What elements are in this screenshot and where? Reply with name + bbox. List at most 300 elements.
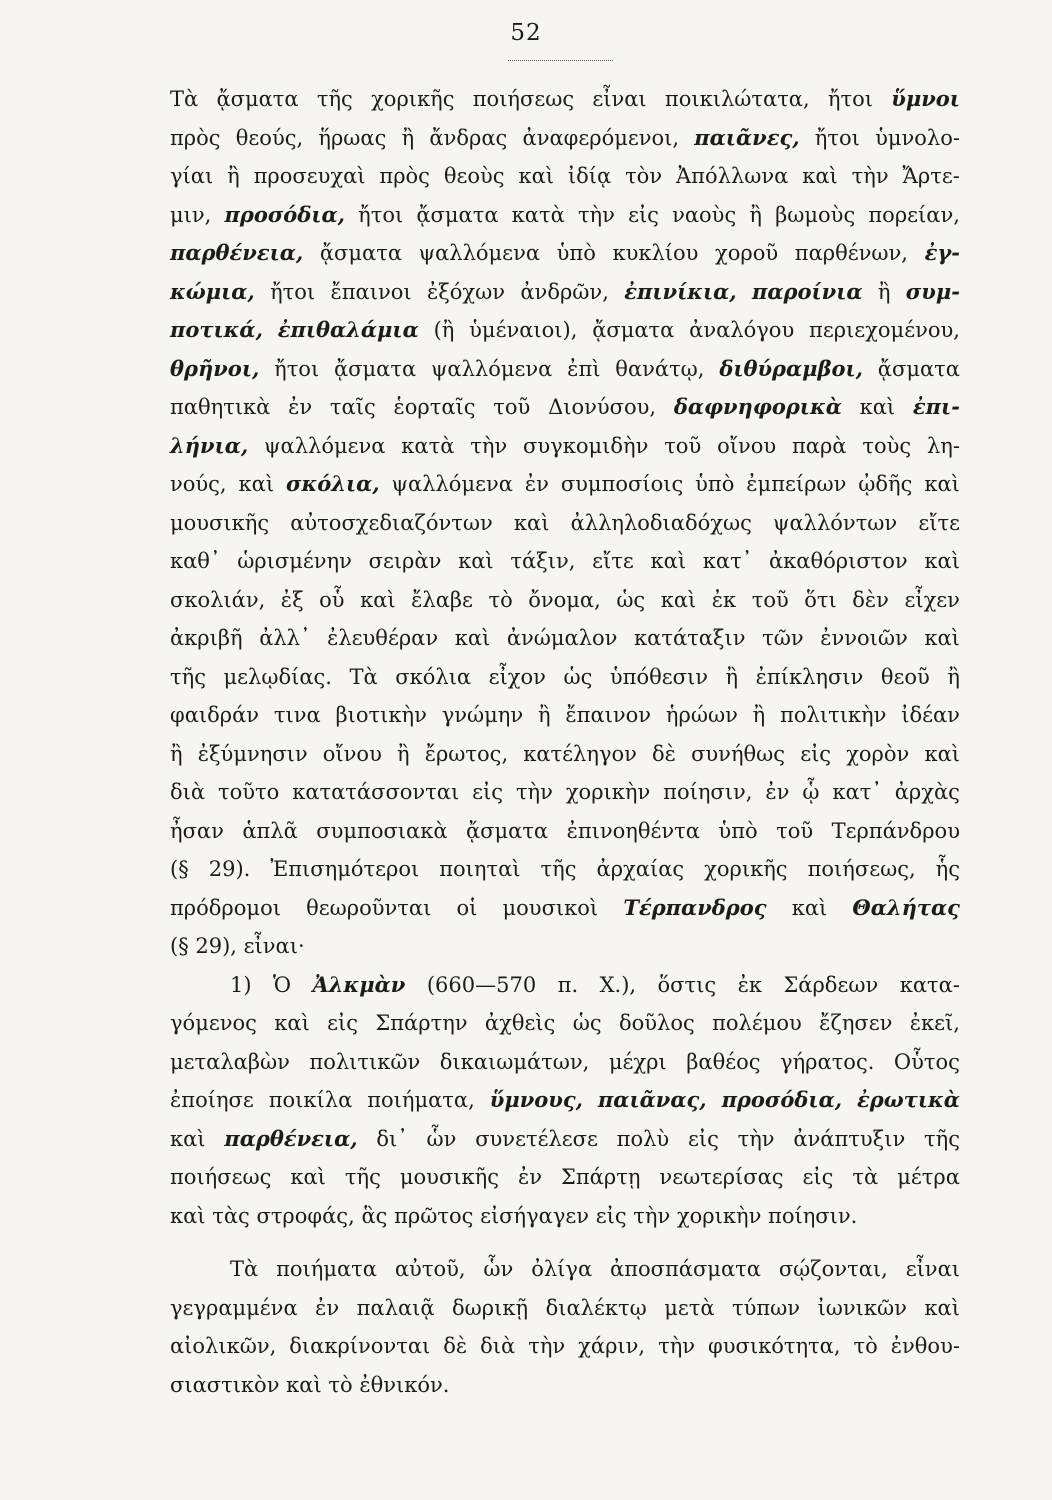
word: ἀκριβῆ bbox=[170, 626, 243, 650]
word: λη- bbox=[926, 433, 960, 458]
word: χορικῆς bbox=[704, 857, 788, 881]
word: ἐκεῖ, bbox=[909, 1011, 960, 1035]
word: Ἄρτε- bbox=[902, 164, 960, 188]
word: ἤτοι bbox=[814, 125, 860, 150]
word: καὶ bbox=[274, 1011, 310, 1035]
word: μουσικῆς bbox=[399, 1165, 499, 1189]
word: ψαλλόμενα bbox=[430, 356, 553, 381]
emphasized-word: ὕμνους, bbox=[489, 1087, 583, 1112]
word: (§ bbox=[170, 934, 189, 958]
word: τὸν bbox=[625, 164, 663, 188]
word: ἢ bbox=[396, 741, 410, 766]
text-line bbox=[170, 889, 960, 928]
word: τοῦ bbox=[493, 395, 531, 419]
word: κυκλίου bbox=[612, 241, 699, 265]
word: (660—570 bbox=[426, 972, 537, 997]
word: ὅστις bbox=[657, 972, 717, 997]
word: τὸ bbox=[488, 587, 513, 612]
emphasized-word: παροίνια bbox=[751, 278, 863, 304]
word: ποιήματα, bbox=[367, 1088, 475, 1112]
word: οἱ bbox=[456, 895, 478, 920]
word: φυσικότητα, bbox=[708, 1334, 841, 1358]
word: ᾄσματα bbox=[465, 818, 549, 843]
word: καὶ bbox=[290, 1165, 326, 1189]
word: θεοῦ bbox=[880, 664, 930, 689]
word: θεοὺς bbox=[443, 164, 505, 188]
word: ἐπινοηθέντα bbox=[566, 818, 700, 843]
word: τὴν bbox=[658, 1334, 696, 1358]
word: εἶναι· bbox=[243, 934, 305, 958]
text-line bbox=[170, 465, 960, 504]
word: ἐξύμνησιν bbox=[197, 741, 308, 766]
emphasized-word: ποτικά, bbox=[170, 317, 263, 342]
word: ποιήσεως, bbox=[807, 857, 916, 881]
text-line bbox=[170, 157, 960, 196]
word: τὴν bbox=[470, 433, 508, 458]
word: οἴνου bbox=[322, 741, 382, 766]
word: τὸ bbox=[853, 1334, 878, 1358]
word: ὡς bbox=[563, 664, 593, 689]
word: νούς, bbox=[170, 472, 227, 496]
word: ὑπὸ bbox=[718, 818, 758, 843]
word: τὸ bbox=[328, 1372, 353, 1397]
word: ὧν bbox=[426, 1126, 457, 1151]
text-line bbox=[170, 773, 960, 812]
word: καὶ bbox=[791, 895, 828, 920]
word: παθητικὰ bbox=[170, 395, 271, 419]
word: ποιήσεως bbox=[170, 1165, 272, 1189]
text-line bbox=[170, 658, 960, 697]
word: ποιηταὶ bbox=[439, 857, 521, 881]
text-line bbox=[170, 196, 960, 235]
word: 1) bbox=[230, 972, 252, 997]
word: τῆς bbox=[344, 1165, 381, 1189]
word: Διονύσου, bbox=[548, 395, 657, 419]
word: ᾠδῆς bbox=[858, 472, 913, 496]
word: Σάρδεων bbox=[783, 972, 879, 997]
word: κατὰ bbox=[511, 202, 565, 227]
word: ᾧ bbox=[802, 780, 820, 804]
word: (ἢ bbox=[433, 318, 455, 342]
emphasized-word: κώμια, bbox=[170, 278, 255, 304]
word: καὶ bbox=[924, 626, 960, 650]
text-line bbox=[170, 311, 960, 350]
word: συμποσιακὰ bbox=[316, 818, 448, 843]
word: συμποσίοις bbox=[560, 472, 684, 496]
word: πολιτικὴν bbox=[780, 703, 887, 727]
word: ὡς bbox=[572, 1011, 602, 1035]
word: ποιήσεως bbox=[472, 87, 575, 111]
word: ἔπαινοι bbox=[330, 279, 412, 304]
word: κατὰ bbox=[401, 433, 455, 458]
word: Σπάρτῃ bbox=[561, 1165, 641, 1189]
word: κατάταξιν bbox=[634, 626, 746, 650]
word: μιν, bbox=[170, 202, 212, 227]
emphasized-word: προσόδια, bbox=[721, 1087, 843, 1112]
word: εἶχεν bbox=[904, 587, 960, 612]
word: εἴτε bbox=[918, 510, 960, 535]
text-line bbox=[170, 388, 960, 427]
word: ποίησιν. bbox=[768, 1203, 858, 1228]
word: ἐλευθέραν bbox=[327, 626, 439, 650]
word: πολέμου bbox=[712, 1011, 802, 1035]
word: καὶ bbox=[924, 549, 960, 573]
word: καὶ bbox=[238, 472, 275, 496]
word: ἤτοι bbox=[827, 87, 873, 111]
word: ἢ bbox=[752, 703, 766, 727]
word: ταῖς bbox=[329, 395, 376, 419]
word: ἰδέαν bbox=[901, 703, 960, 727]
word: Τὰ bbox=[170, 87, 199, 111]
word: καὶ bbox=[924, 1295, 960, 1320]
word: σειρὰν bbox=[368, 549, 442, 573]
word: δωρικῇ bbox=[452, 1295, 529, 1320]
word: δὲ bbox=[443, 1334, 468, 1358]
word: σκόλια bbox=[395, 664, 472, 689]
word: περιεχομένου, bbox=[809, 318, 960, 342]
word: ἐξ bbox=[280, 587, 304, 612]
emphasized-word: ἐπινίκια, bbox=[624, 278, 737, 304]
word: τοῦ bbox=[664, 433, 702, 458]
word: κατ᾽ bbox=[832, 780, 882, 804]
word: καὶ bbox=[170, 1203, 206, 1228]
word: ὑμέναιοι), bbox=[469, 318, 578, 342]
word: παρθένων, bbox=[794, 241, 908, 265]
word: ἄνδρας bbox=[429, 125, 508, 150]
word: ἐκ bbox=[737, 972, 762, 997]
word: ποίησιν, bbox=[663, 780, 753, 804]
word: ἔρωτος, bbox=[424, 741, 509, 766]
emphasized-word: συμ- bbox=[905, 278, 960, 304]
word: παρὰ bbox=[791, 433, 847, 458]
word: μετὰ bbox=[664, 1295, 715, 1320]
word: ἢ bbox=[401, 125, 415, 150]
word: ἐν bbox=[315, 1295, 340, 1320]
word: παλαιᾷ bbox=[356, 1295, 435, 1320]
emphasized-word: λήνια, bbox=[170, 432, 249, 458]
word: ἃς bbox=[361, 1203, 388, 1228]
word: Οὗτος bbox=[893, 1049, 960, 1074]
word: ἀχθεὶς bbox=[484, 1011, 556, 1035]
emphasized-word: Θαλήτας bbox=[852, 894, 960, 920]
word: χορικὴν bbox=[676, 1203, 762, 1228]
word: στροφάς, bbox=[256, 1203, 355, 1228]
word: τύπων bbox=[732, 1295, 801, 1320]
text-line bbox=[170, 1366, 960, 1405]
text-line bbox=[170, 119, 960, 158]
word: σῴζονται, bbox=[778, 1257, 888, 1281]
word: ἤτοι bbox=[270, 279, 316, 304]
text-line bbox=[170, 1158, 960, 1197]
word: τῆς bbox=[316, 87, 353, 111]
word: δι᾽ bbox=[376, 1126, 408, 1151]
word: ἀνδρῶν, bbox=[520, 279, 609, 304]
word: εἶναι bbox=[905, 1257, 960, 1281]
word: ἀναλόγου bbox=[689, 318, 795, 342]
emphasized-word: θρῆνοι, bbox=[170, 355, 260, 381]
word: εἰς bbox=[800, 741, 832, 766]
word: ὧν bbox=[483, 1257, 514, 1281]
word: γόμενος bbox=[170, 1011, 257, 1035]
word: χορικῆς bbox=[371, 87, 455, 111]
word: ἐν bbox=[517, 1165, 543, 1189]
word: καὶ bbox=[859, 395, 896, 419]
word: γεγραμμένα bbox=[170, 1295, 298, 1320]
word: τὴν bbox=[515, 780, 553, 804]
word: διὰ bbox=[170, 780, 206, 804]
word: τοῦτο bbox=[217, 780, 280, 804]
word: ᾄσματα bbox=[592, 318, 675, 342]
word: καὶ bbox=[924, 741, 960, 766]
word: ἐξόχων bbox=[426, 279, 506, 304]
word: τὴν bbox=[737, 1126, 775, 1151]
text-line bbox=[170, 1289, 960, 1328]
word: καὶ bbox=[513, 510, 550, 535]
word: ἐν bbox=[765, 780, 790, 804]
word: χοροῦ bbox=[715, 241, 779, 265]
word: μεταλαβὼν bbox=[170, 1049, 290, 1074]
word: προσευχαὶ bbox=[253, 164, 366, 188]
word: Τὰ bbox=[349, 664, 378, 689]
word: τοῦ bbox=[776, 818, 814, 843]
word: αὐτοσχεδιαζόντων bbox=[290, 510, 493, 535]
word: πρῶτος bbox=[394, 1203, 474, 1228]
word: ψαλλόμενα bbox=[391, 472, 513, 496]
word: διὰ bbox=[480, 1334, 516, 1358]
text-line bbox=[170, 581, 960, 620]
word: ᾄσματα bbox=[416, 202, 499, 227]
word: θανάτῳ, bbox=[615, 356, 705, 381]
word: μέτρα bbox=[897, 1165, 960, 1189]
word: αἰολικῶν, bbox=[170, 1334, 277, 1358]
word: μουσικῆς bbox=[170, 510, 270, 535]
word: ἐπίκλησιν bbox=[755, 664, 864, 689]
word: ἢ bbox=[537, 703, 551, 727]
word: ἥρωας bbox=[318, 125, 387, 150]
emphasized-word: παρθένεια, bbox=[170, 240, 304, 265]
word: σιαστικὸν bbox=[170, 1372, 280, 1397]
word: καὶ bbox=[518, 164, 554, 188]
word: ὑπὸ bbox=[695, 472, 735, 496]
word: ἢ bbox=[227, 164, 240, 188]
text-line bbox=[170, 1120, 960, 1159]
text-line bbox=[170, 542, 960, 581]
word: ἰωνικῶν bbox=[817, 1295, 907, 1320]
word: χάριν, bbox=[578, 1334, 646, 1358]
word: Τερπάνδρου bbox=[831, 818, 960, 843]
word: εἰς bbox=[687, 1126, 719, 1151]
word: εἰς bbox=[628, 202, 659, 227]
emphasized-word: παιᾶνας, bbox=[597, 1087, 707, 1112]
word: εἰς bbox=[327, 1011, 359, 1035]
word: ὑμνολο- bbox=[875, 125, 960, 150]
emphasized-word: ἐρωτικὰ bbox=[857, 1087, 960, 1112]
word: πολὺ bbox=[616, 1126, 670, 1151]
word: ἢ bbox=[170, 741, 183, 766]
word: καὶ bbox=[650, 549, 687, 573]
word: Ἀπόλλωνα bbox=[675, 164, 789, 188]
word: διακρίνονται bbox=[289, 1334, 431, 1358]
word: πρὸς bbox=[170, 125, 221, 150]
emphasized-word: Ἀλκμὰν bbox=[312, 971, 406, 997]
word: ὀλίγα bbox=[531, 1257, 593, 1281]
word: σκολιάν, bbox=[170, 587, 266, 612]
emphasized-word: ἐπιθαλάμια bbox=[277, 317, 419, 342]
word: ὑπὸ bbox=[556, 241, 596, 265]
word: μέχρι bbox=[608, 1049, 667, 1074]
word: καὶ bbox=[802, 164, 838, 188]
word: εἶναι bbox=[592, 87, 647, 111]
word: συνετέλεσε bbox=[475, 1126, 598, 1151]
word: ἦσαν bbox=[170, 818, 224, 843]
word: δοῦλος bbox=[618, 1011, 695, 1035]
emphasized-word: Τέρπανδρος bbox=[623, 894, 767, 920]
text-line bbox=[170, 735, 960, 774]
word: ὑπόθεσιν bbox=[609, 664, 708, 689]
word: τάξιν, bbox=[510, 549, 576, 573]
word: πολιτικῶν bbox=[309, 1049, 421, 1074]
text-line bbox=[170, 1197, 960, 1236]
word: εἰς bbox=[802, 1165, 834, 1189]
word: ἐκ bbox=[711, 587, 737, 612]
word: οὗ bbox=[319, 587, 345, 612]
word: καὶ bbox=[458, 549, 494, 573]
word: ψαλλόμενα bbox=[418, 241, 541, 265]
word: τινα bbox=[273, 703, 321, 727]
text-line bbox=[170, 273, 960, 312]
word: χορὸν bbox=[846, 741, 910, 766]
word: ὡρισμένην bbox=[237, 549, 352, 573]
word: κατέληγον bbox=[523, 741, 637, 766]
emphasized-word: δαφνηφορικὰ bbox=[673, 394, 842, 419]
page-number: 52 bbox=[510, 20, 542, 46]
word: βιοτικὴν bbox=[335, 703, 427, 727]
word: ἡρώων bbox=[665, 703, 738, 727]
word: βωμοὺς bbox=[775, 202, 856, 227]
emphasized-word: σκόλια, bbox=[286, 471, 380, 496]
word: θεούς, bbox=[235, 125, 304, 150]
word: ἤτοι bbox=[358, 202, 404, 227]
word: π. bbox=[557, 972, 579, 997]
text-line bbox=[170, 350, 960, 389]
word: νεωτερίσας bbox=[659, 1165, 784, 1189]
emphasized-word: ἐπι- bbox=[912, 394, 960, 419]
word: εἶχον bbox=[488, 664, 546, 689]
emphasized-word: διθύραμβοι, bbox=[719, 355, 863, 381]
word: τοῦ bbox=[751, 587, 789, 612]
word: εἰσήγαγεν bbox=[480, 1203, 590, 1228]
word: ἀποσπάσματα bbox=[610, 1257, 761, 1281]
word: Σπάρτην bbox=[375, 1011, 468, 1035]
word: καὶ bbox=[286, 1372, 322, 1397]
text-line bbox=[170, 927, 960, 966]
word: Χ.), bbox=[599, 972, 637, 997]
word: ἐπὶ bbox=[567, 356, 601, 381]
word: ποικιλώτατα, bbox=[664, 87, 810, 111]
word: εἴτε bbox=[592, 549, 634, 573]
word: καὶ bbox=[924, 472, 960, 496]
text-line bbox=[170, 1004, 960, 1043]
word: ᾄσματα bbox=[877, 356, 960, 381]
word: καὶ bbox=[360, 587, 396, 612]
word: εἰς bbox=[472, 780, 504, 804]
word: ἔλαβε bbox=[411, 587, 473, 612]
word: ὄνομα, bbox=[528, 587, 601, 612]
emphasized-word: προσόδια, bbox=[224, 201, 345, 227]
word: ἀκαθόριστον bbox=[768, 549, 908, 573]
word: καθ᾽ bbox=[170, 549, 221, 573]
word: ἀρχαίας bbox=[596, 857, 685, 881]
text-line bbox=[170, 504, 960, 543]
text-line bbox=[170, 1327, 960, 1366]
text-line bbox=[170, 619, 960, 658]
word: ἢ bbox=[749, 202, 762, 227]
emphasized-word: ὕμνοι bbox=[891, 86, 960, 111]
body-text bbox=[170, 80, 960, 1404]
word: Τὰ bbox=[230, 1257, 259, 1281]
text-line bbox=[170, 850, 960, 889]
word: ἀναφερόμενοι, bbox=[522, 125, 680, 150]
word: μουσικοὶ bbox=[502, 895, 599, 920]
text-line bbox=[170, 1043, 960, 1082]
word: θεωροῦνται bbox=[306, 895, 432, 920]
word: κατατάσσονται bbox=[292, 780, 460, 804]
text-line bbox=[170, 80, 960, 119]
word: (§ bbox=[170, 857, 189, 881]
word: ἢ bbox=[947, 664, 960, 689]
word: ἐθνικόν. bbox=[359, 1372, 450, 1397]
word: 29), bbox=[195, 934, 237, 958]
word: ὅτι bbox=[804, 587, 837, 612]
word: ᾄσματα bbox=[319, 241, 403, 265]
word: ἐν bbox=[288, 395, 313, 419]
emphasized-word: παιᾶνες, bbox=[694, 124, 800, 150]
word: τῆς bbox=[170, 664, 206, 689]
word: τῶν bbox=[762, 626, 804, 650]
word: ναοὺς bbox=[672, 202, 737, 227]
word: ἀρχὰς bbox=[894, 780, 960, 804]
word: ἁπλᾶ bbox=[242, 818, 298, 843]
text-line bbox=[170, 812, 960, 851]
word: καὶ bbox=[170, 1126, 206, 1151]
word: ὡς bbox=[616, 587, 646, 612]
word: ἐννοιῶν bbox=[820, 626, 908, 650]
word: βαθέος bbox=[686, 1049, 761, 1074]
word: συγκομιδὴν bbox=[523, 433, 649, 458]
word: Ἐπισημότεροι bbox=[270, 857, 420, 881]
word: τοὺς bbox=[862, 433, 912, 458]
emphasized-word: ἐγ- bbox=[924, 240, 960, 265]
word: εἰς bbox=[595, 1203, 627, 1228]
word: τὴν bbox=[528, 1334, 566, 1358]
word: τὴν bbox=[851, 164, 889, 188]
text-line bbox=[170, 427, 960, 466]
word: ἢ bbox=[877, 279, 891, 304]
word: ποιήματα bbox=[276, 1257, 377, 1281]
word: γνώμην bbox=[441, 703, 524, 727]
word: φαιδράν bbox=[170, 703, 260, 727]
word: ἀνώμαλον bbox=[506, 626, 618, 650]
word: αὐτοῦ, bbox=[394, 1257, 466, 1281]
emphasized-word: παρθένεια, bbox=[224, 1125, 358, 1151]
word: ἐποίησε bbox=[170, 1088, 254, 1112]
text-line bbox=[170, 1081, 960, 1120]
word: τὰ bbox=[852, 1165, 879, 1189]
page-number-rule bbox=[508, 60, 613, 61]
word: δὲν bbox=[852, 587, 889, 612]
word: οἴνου bbox=[717, 433, 777, 458]
word: δὲ bbox=[652, 741, 676, 766]
